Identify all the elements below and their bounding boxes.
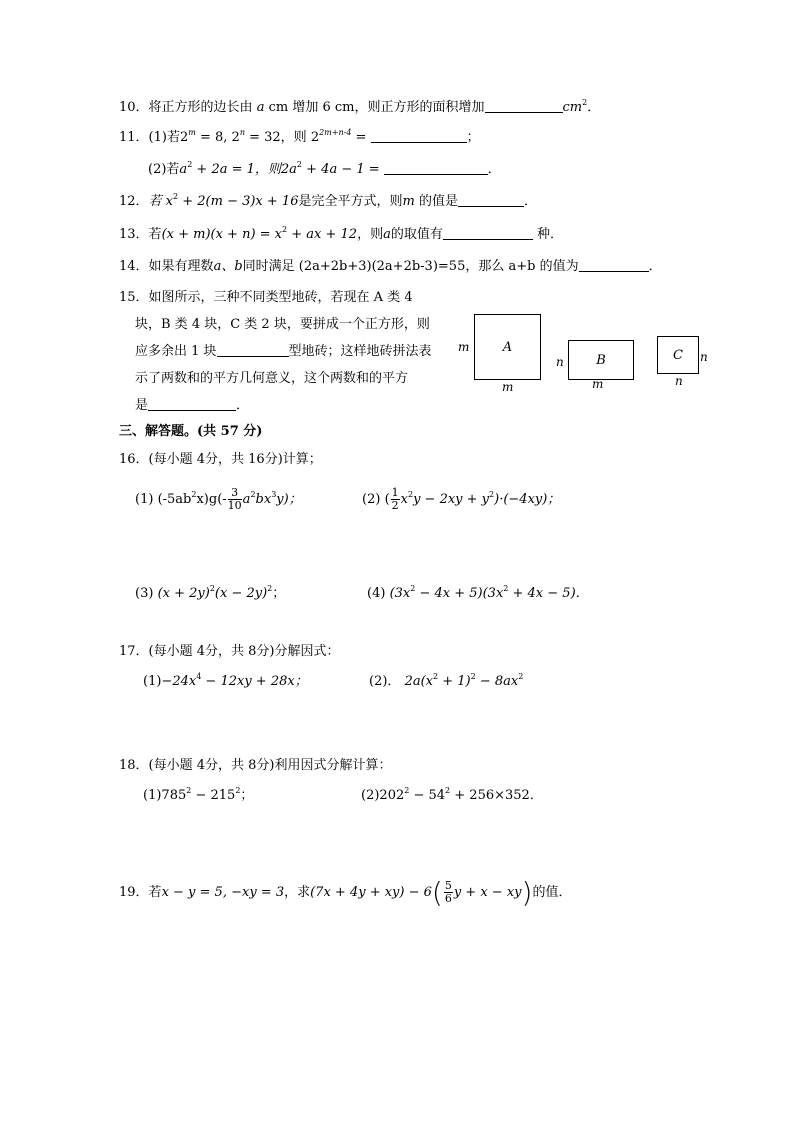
- question-11-part-1: 11．(1)若$2^m = 8$, $2^n = 32$，则 $2^{2m+n-4}$ = ；: [119, 128, 480, 145]
- answer-blank[interactable]: [217, 342, 289, 357]
- tile-b: B: [568, 340, 634, 380]
- answer-blank[interactable]: [148, 396, 236, 411]
- question-number: 10．: [119, 100, 149, 115]
- question-11-part-2: (2)若$a^2 + 2a = 1$，则$2a^2 + 4a - 1$ = ．: [148, 160, 501, 177]
- answer-blank[interactable]: [579, 257, 649, 272]
- fraction: $\frac{3}{10}$: [227, 486, 242, 512]
- question-number: 15．: [119, 290, 149, 305]
- question-16-part-2: (2) ( $\frac{1}{2}$ $x^2y - 2xy + y^2)\cdot(-4xy)$；: [362, 486, 561, 512]
- tile-c: C: [657, 336, 699, 374]
- question-number: 12．: [119, 194, 149, 209]
- question-19: 19．若x − y = 5, −xy = 3，求(7x + 4y + xy) − 6( $\frac{5}{6}$ y + x − xy)的值．: [119, 876, 572, 909]
- tile-b-side-label: n: [556, 355, 564, 369]
- question-13: 13．若$(x + m)(x + n) = x^2$ + ax + 12，则a的取值有 种．: [119, 225, 563, 242]
- answer-blank[interactable]: [371, 128, 467, 143]
- question-number: 11．: [119, 130, 149, 145]
- tile-b-bottom-label: m: [592, 377, 604, 391]
- tile-c-bottom-label: n: [675, 374, 683, 388]
- tile-a-side-label: m: [458, 340, 470, 354]
- answer-blank[interactable]: [485, 98, 563, 113]
- question-16-heading: 16．(每小题 4分，共 16分)计算；: [119, 452, 322, 467]
- fraction: $\frac{5}{6}$: [444, 879, 452, 905]
- tile-a: A: [474, 314, 541, 380]
- question-12: 12．若 $x^2 + 2(m - 3)x + 16$是完全平方式，则m 的值是 ．: [119, 192, 537, 209]
- question-16-part-3: (3) $(x + 2y)^2(x - 2y)^2$；: [135, 584, 286, 601]
- question-17-heading: 17．(每小题 4分，共 8分)分解因式：: [119, 644, 340, 659]
- question-number: 19．: [119, 885, 149, 900]
- answer-blank[interactable]: [458, 192, 524, 207]
- question-17-part-1: $(1)-24x^4 - 12xy + 28x$；: [143, 672, 308, 689]
- answer-blank[interactable]: [443, 225, 533, 240]
- question-14: 14．如果有理数a、b同时满足 (2a+2b+3)(2a+2b-3)=55，那么 a+b 的值为 ．: [119, 259, 662, 274]
- question-15-line-5: 是 ．: [135, 398, 250, 413]
- question-16-part-1: (1) $(-5ab^2x)g(-$ $\frac{3}{10}$ $a^2bx^3y$)；: [135, 486, 302, 512]
- question-18-part-1: $(1)785^2 - 215^2$；: [143, 786, 254, 803]
- question-18-heading: 18．(每小题 4分，共 8分)利用因式分解计算：: [119, 758, 392, 773]
- question-18-part-2: $(2)202^2 - 54^2 + 256\times 352$．: [361, 786, 543, 803]
- question-15-line-4: 示了两数和的平方几何意义，这个两数和的平方: [135, 371, 409, 386]
- question-17-part-2: (2)． $2a(x^2 + 1)^2 - 8ax^2$: [369, 672, 524, 689]
- question-15-line-3: 应多余出 1 块 型地砖；这样地砖拼法表: [135, 344, 432, 359]
- tile-a-bottom-label: m: [502, 380, 514, 394]
- answer-blank[interactable]: [384, 160, 488, 175]
- question-15-line-2: 块，B 类 4 块，C 类 2 块，要拼成一个正方形，则: [135, 317, 430, 332]
- question-15-line-1: 15．如图所示，三种不同类型地砖，若现在 A 类 4: [119, 290, 413, 305]
- question-16-part-4: (4) $(3x^2 - 4x + 5)(3x^2 + 4x - 5)$．: [367, 584, 589, 601]
- question-10: 10．将正方形的边长由 a cm 增加 6 cm，则正方形的面积增加 $cm^2$．: [119, 98, 601, 115]
- question-number: 14．: [119, 259, 149, 274]
- section-title: 三、解答题。(共 57 分): [119, 424, 263, 439]
- tile-c-side-label: n: [700, 350, 708, 364]
- question-number: 13．: [119, 227, 149, 242]
- fraction: $\frac{1}{2}$: [391, 486, 399, 512]
